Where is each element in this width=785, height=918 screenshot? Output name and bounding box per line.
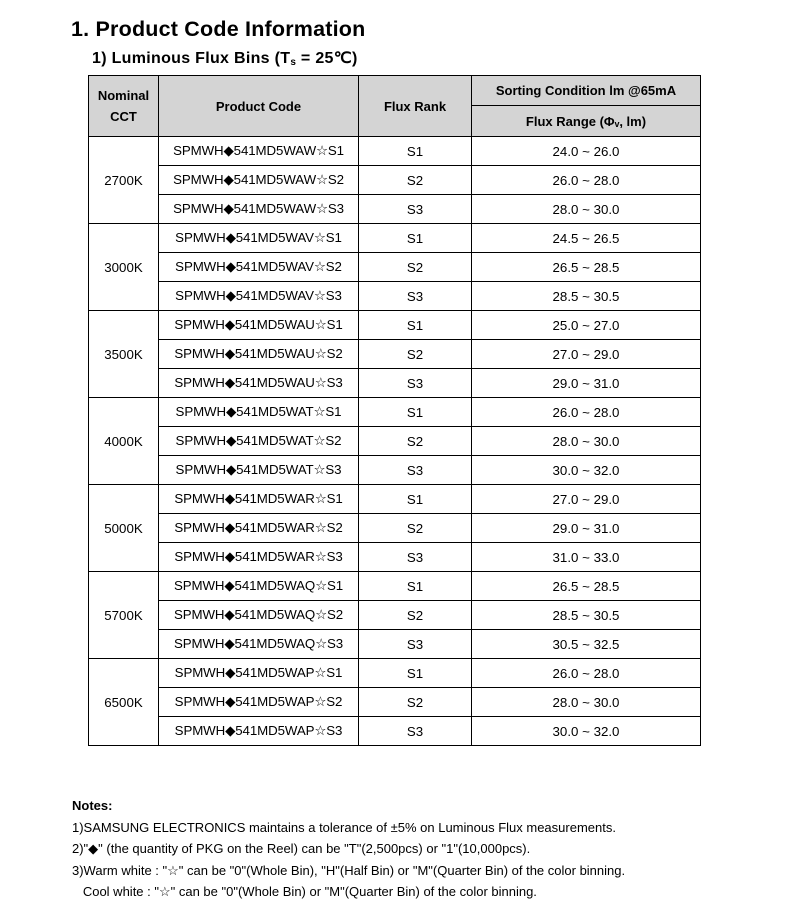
flux-range-cell: 28.0 ~ 30.0 [472, 688, 701, 717]
flux-rank-cell: S3 [359, 630, 472, 659]
product-code-cell: SPMWH◆541MD5WAT☆S1 [159, 398, 359, 427]
cct-cell: 5000K [89, 485, 159, 572]
flux-rank-cell: S2 [359, 427, 472, 456]
header-nominal: Nominal [97, 88, 150, 103]
flux-range-cell: 29.0 ~ 31.0 [472, 514, 701, 543]
table-row [89, 717, 701, 746]
table-row [89, 137, 701, 166]
note-item: 3)Warm white : "☆" can be "0"(Whole Bin), "H"(Half Bin) or "M"(Quarter Bin) of the color binning. [72, 862, 626, 878]
product-code-cell: SPMWH◆541MD5WAP☆S1 [159, 659, 359, 688]
product-code-cell: SPMWH◆541MD5WAT☆S3 [159, 456, 359, 485]
cct-cell: 5700K [89, 572, 159, 659]
header-sorting-condition: Sorting Condition lm @65mA [472, 76, 701, 106]
table-row [89, 253, 701, 282]
flux-rank-cell: S1 [359, 485, 472, 514]
header-flux-range: Flux Range (Φᵥ, lm) [472, 106, 701, 137]
notes-section [72, 795, 625, 903]
flux-rank-cell: S1 [359, 572, 472, 601]
product-code-cell: SPMWH◆541MD5WAQ☆S3 [159, 630, 359, 659]
subtitle-subscript: s [290, 57, 297, 68]
table-row [89, 485, 701, 514]
note-item: 1)SAMSUNG ELECTRONICS maintains a tolerance of ±5% on Luminous Flux measurements. [72, 819, 616, 835]
product-code-cell: SPMWH◆541MD5WAV☆S3 [159, 282, 359, 311]
header-flux-rank: Flux Rank [359, 76, 472, 137]
flux-rank-cell: S3 [359, 717, 472, 746]
table-row [89, 224, 701, 253]
product-code-cell: SPMWH◆541MD5WAU☆S3 [159, 369, 359, 398]
flux-range-cell: 30.0 ~ 32.0 [472, 456, 701, 485]
flux-range-cell: 24.0 ~ 26.0 [472, 137, 701, 166]
flux-range-cell: 30.5 ~ 32.5 [472, 630, 701, 659]
flux-rank-cell: S3 [359, 369, 472, 398]
subtitle-text: 1) Luminous Flux Bins (T [92, 50, 291, 67]
flux-rank-cell: S1 [359, 659, 472, 688]
product-code-cell: SPMWH◆541MD5WAU☆S1 [159, 311, 359, 340]
table-row [89, 195, 701, 224]
flux-rank-cell: S2 [359, 340, 472, 369]
flux-rank-cell: S1 [359, 311, 472, 340]
flux-rank-cell: S3 [359, 195, 472, 224]
table-header-row [89, 76, 701, 106]
table-body [89, 137, 701, 746]
subtitle-suffix: = 25℃) [296, 50, 358, 67]
flux-rank-cell: S2 [359, 166, 472, 195]
cct-cell: 4000K [89, 398, 159, 485]
table-row [89, 369, 701, 398]
table-row [89, 514, 701, 543]
flux-rank-cell: S2 [359, 688, 472, 717]
product-code-cell: SPMWH◆541MD5WAV☆S2 [159, 253, 359, 282]
flux-range-cell: 28.5 ~ 30.5 [472, 601, 701, 630]
flux-rank-cell: S1 [359, 224, 472, 253]
flux-rank-cell: S2 [359, 601, 472, 630]
header-product-code: Product Code [159, 76, 359, 137]
product-code-cell: SPMWH◆541MD5WAP☆S2 [159, 688, 359, 717]
product-code-cell: SPMWH◆541MD5WAQ☆S2 [159, 601, 359, 630]
table-row [89, 282, 701, 311]
flux-range-cell: 26.0 ~ 28.0 [472, 659, 701, 688]
flux-range-cell: 26.5 ~ 28.5 [472, 253, 701, 282]
product-code-cell: SPMWH◆541MD5WAQ☆S1 [159, 572, 359, 601]
product-code-cell: SPMWH◆541MD5WAV☆S1 [159, 224, 359, 253]
flux-range-cell: 27.0 ~ 29.0 [472, 340, 701, 369]
flux-rank-cell: S2 [359, 253, 472, 282]
flux-rank-cell: S3 [359, 456, 472, 485]
flux-range-cell: 26.5 ~ 28.5 [472, 572, 701, 601]
product-code-cell: SPMWH◆541MD5WAP☆S3 [159, 717, 359, 746]
cct-cell: 3500K [89, 311, 159, 398]
product-code-cell: SPMWH◆541MD5WAT☆S2 [159, 427, 359, 456]
flux-range-cell: 28.0 ~ 30.0 [472, 195, 701, 224]
product-code-cell: SPMWH◆541MD5WAU☆S2 [159, 340, 359, 369]
section-subtitle [92, 48, 358, 68]
flux-range-cell: 25.0 ~ 27.0 [472, 311, 701, 340]
flux-range-cell: 30.0 ~ 32.0 [472, 717, 701, 746]
note-item: Cool white : "☆" can be "0"(Whole Bin) or "M"(Quarter Bin) of the color binning. [72, 884, 537, 899]
table-row [89, 572, 701, 601]
flux-range-cell: 28.0 ~ 30.0 [472, 427, 701, 456]
flux-range-cell: 26.0 ~ 28.0 [472, 398, 701, 427]
flux-rank-cell: S3 [359, 543, 472, 572]
table-row [89, 543, 701, 572]
product-code-cell: SPMWH◆541MD5WAW☆S3 [159, 195, 359, 224]
table-row [89, 456, 701, 485]
flux-range-cell: 28.5 ~ 30.5 [472, 282, 701, 311]
note-item: 2)"◆" (the quantity of PKG on the Reel) can be "T"(2,500pcs) or "1"(10,000pcs). [72, 841, 531, 856]
header-cct: CCT [110, 109, 137, 124]
flux-rank-cell: S2 [359, 514, 472, 543]
flux-range-cell: 31.0 ~ 33.0 [472, 543, 701, 572]
cct-cell: 2700K [89, 137, 159, 224]
product-code-cell: SPMWH◆541MD5WAW☆S1 [159, 137, 359, 166]
flux-range-cell: 24.5 ~ 26.5 [472, 224, 701, 253]
cct-cell: 3000K [89, 224, 159, 311]
flux-range-cell: 29.0 ~ 31.0 [472, 369, 701, 398]
table-row [89, 427, 701, 456]
luminous-flux-bins-table [88, 75, 701, 746]
flux-range-cell: 27.0 ~ 29.0 [472, 485, 701, 514]
table-row [89, 688, 701, 717]
notes-heading: Notes: [72, 798, 113, 813]
section-title: 1. Product Code Information [71, 17, 366, 41]
product-code-cell: SPMWH◆541MD5WAR☆S3 [159, 543, 359, 572]
table-row [89, 601, 701, 630]
flux-range-cell: 26.0 ~ 28.0 [472, 166, 701, 195]
flux-rank-cell: S1 [359, 398, 472, 427]
flux-rank-cell: S3 [359, 282, 472, 311]
table-row [89, 659, 701, 688]
table-row [89, 311, 701, 340]
product-code-cell: SPMWH◆541MD5WAR☆S1 [159, 485, 359, 514]
cct-cell: 6500K [89, 659, 159, 746]
table-row [89, 340, 701, 369]
table-row [89, 630, 701, 659]
product-code-cell: SPMWH◆541MD5WAR☆S2 [159, 514, 359, 543]
table-row [89, 166, 701, 195]
flux-rank-cell: S1 [359, 137, 472, 166]
product-code-cell: SPMWH◆541MD5WAW☆S2 [159, 166, 359, 195]
table-row [89, 398, 701, 427]
header-nominal-cct [89, 76, 159, 137]
